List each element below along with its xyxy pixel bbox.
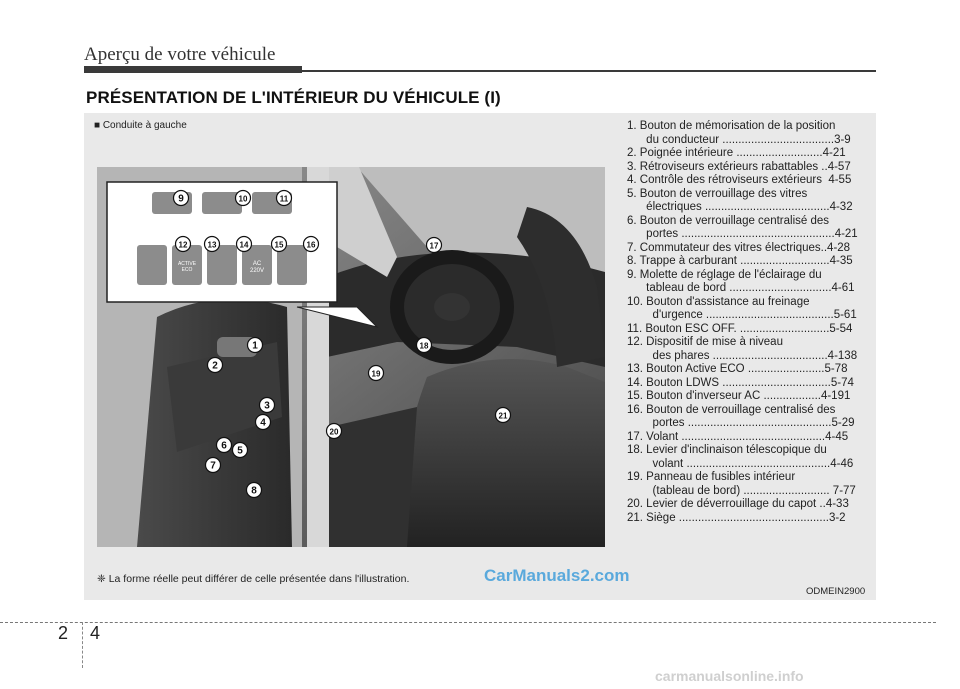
callout-8 [247, 483, 262, 498]
list-item: 1. Bouton de mémorisation de la position du conducteur ...................................3-9 [627, 120, 851, 146]
callout-17 [427, 238, 442, 253]
callout-label: 7 [210, 460, 216, 472]
callout-13 [205, 237, 220, 252]
list-item: 16. Bouton de verrouillage centralisé des portes .............................................5-29 [627, 403, 855, 429]
callout-16 [304, 237, 319, 252]
footer-rule [0, 622, 936, 623]
list-item: 3. Rétroviseurs extérieurs rabattables ..4-57 [627, 160, 851, 173]
item-list [627, 120, 858, 525]
list-item: 21. Siège ...............................................3-2 [627, 511, 846, 524]
footer-watermark[interactable]: carmanualsonline.info [655, 668, 804, 684]
interior-illustration [97, 167, 605, 547]
callout-label: 12 [178, 240, 188, 250]
page-number: 4 [90, 623, 101, 643]
list-item: 14. Bouton LDWS ..................................5-74 [627, 376, 854, 389]
drive-label: ■ Conduite à gauche [94, 120, 187, 131]
list-item: 7. Commutateur des vitres électriques..4-28 [627, 241, 851, 254]
watermark[interactable]: CarManuals2.com [484, 566, 630, 585]
callout-18 [417, 338, 432, 353]
page-section-number: 2 [58, 623, 69, 643]
headlamp-level-button [137, 245, 167, 285]
list-item: 11. Bouton ESC OFF. ............................5-54 [627, 322, 853, 335]
callout-label: 16 [306, 240, 316, 250]
list-item: 15. Bouton d'inverseur AC ..................4-191 [627, 390, 851, 402]
callout-label: 17 [429, 241, 439, 251]
callout-label: 19 [371, 369, 381, 379]
callout-label: 4 [260, 417, 266, 429]
list-item: 9. Molette de réglage de l'éclairage du tableau de bord ................................4-61 [627, 268, 855, 294]
list-item: 19. Panneau de fusibles intérieur (tableau de bord) ........................... 7-77 [627, 471, 856, 497]
callout-1 [248, 338, 263, 353]
callout-label: 3 [264, 400, 270, 412]
callout-14 [237, 237, 252, 252]
list-item: 17. Volant .............................................4-45 [627, 430, 849, 443]
section-title: PRÉSENTATION DE L'INTÉRIEUR DU VÉHICULE (I) [86, 88, 501, 107]
header-rule-thick [84, 66, 302, 73]
callout-21 [496, 408, 511, 423]
callout-label: 8 [251, 485, 257, 497]
list-item: 13. Bouton Active ECO ........................5-78 [627, 363, 848, 375]
list-item: 8. Trappe à carburant ............................4-35 [627, 255, 853, 267]
floor [329, 407, 417, 547]
callout-5 [233, 443, 248, 458]
callout-15 [272, 237, 287, 252]
callout-label: 15 [274, 240, 284, 250]
callout-label: 18 [419, 341, 429, 351]
callout-6 [217, 438, 232, 453]
driver-seat [397, 359, 605, 547]
list-item: 6. Bouton de verrouillage centralisé des portes ................................................4-21 [627, 214, 858, 240]
callout-label: 20 [329, 427, 339, 437]
list-item: 12. Dispositif de mise à niveau des phares ....................................4-138 [627, 336, 858, 362]
callout-label: 5 [237, 445, 243, 457]
callout-label: 6 [221, 440, 227, 452]
callout-label: 9 [178, 193, 184, 205]
illustration-note: ❈ La forme réelle peut différer de celle présentée dans l'illustration. [97, 573, 410, 585]
chapter-title: Aperçu de votre véhicule [84, 44, 276, 65]
callout-12 [176, 237, 191, 252]
callout-9 [174, 191, 189, 206]
callout-19 [369, 366, 384, 381]
callout-label: 2 [212, 360, 218, 372]
image-code: ODMEIN2900 [806, 586, 866, 597]
callout-label: 10 [238, 194, 248, 204]
callout-3 [260, 398, 275, 413]
callout-label: 21 [498, 411, 508, 421]
svg-text:AC220V: AC 220V [249, 261, 265, 274]
callout-2 [208, 358, 223, 373]
callout-11 [277, 191, 292, 206]
callout-label: 13 [207, 240, 217, 250]
eco-label-1: ACTIVE [177, 261, 197, 267]
header-rule-thin [302, 70, 876, 72]
list-item: 2. Poignée intérieure ...........................4-21 [627, 147, 846, 159]
callout-label: 11 [279, 194, 289, 204]
callout-10 [236, 191, 251, 206]
list-item: 5. Bouton de verrouillage des vitres électriques .......................................4-32 [627, 187, 853, 213]
list-item: 18. Levier d'inclinaison télescopique du volant .............................................4-46 [627, 444, 854, 470]
callout-label: 14 [239, 240, 249, 250]
callout-4 [256, 415, 271, 430]
list-item: 20. Levier de déverrouillage du capot ..4-33 [627, 498, 849, 510]
page-divider [82, 622, 83, 668]
callout-label: 1 [252, 340, 258, 352]
callout-20 [327, 424, 342, 439]
list-item: 4. Contrôle des rétroviseurs extérieurs 4-55 [627, 174, 852, 186]
callout-7 [206, 458, 221, 473]
list-item: 10. Bouton d'assistance au freinage d'urgence ........................................5-61 [627, 295, 857, 321]
svg-text:ACTIVEECO: ACTIVE ECO [177, 261, 197, 273]
